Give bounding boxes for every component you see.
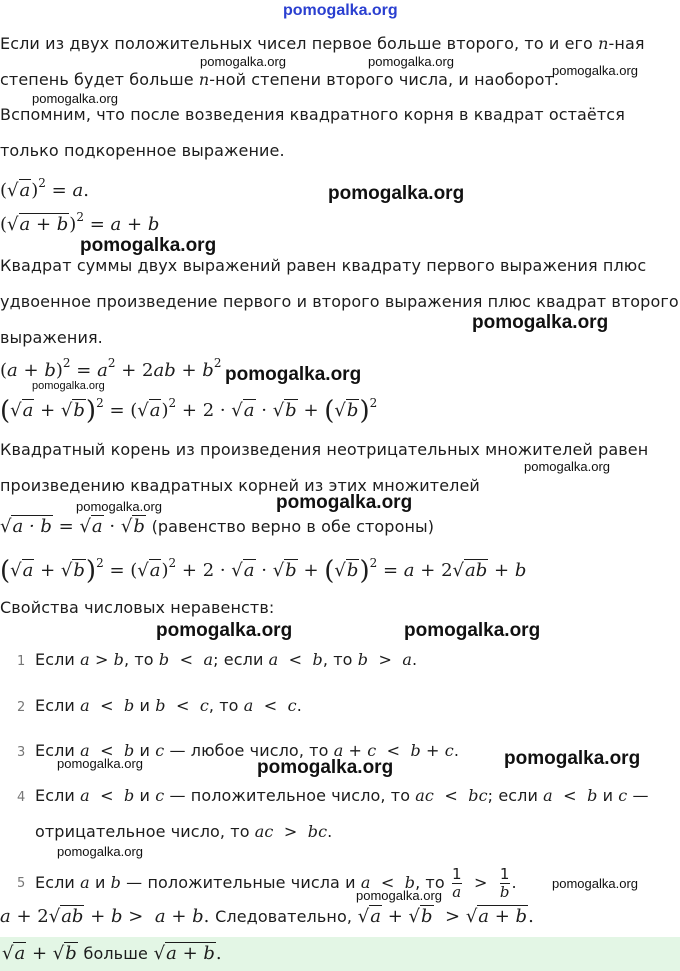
list-number: 2 — [17, 700, 26, 715]
formula-root-of-product: √a · b = √a · √b (равенство верно в обе стороны) — [0, 516, 435, 537]
list-number: 3 — [17, 745, 26, 760]
property-1: Если a > b, то b < a; если a < b, то b > a. — [35, 650, 418, 669]
watermark: pomogalka.org — [368, 54, 454, 69]
therefore-word: Следовательно, — [215, 907, 353, 926]
paragraph-1-line-2 — [0, 70, 559, 89]
formula-square-of-sum: $(a + b)^2 = a^2 + 2ab + b^2$ — [0, 356, 222, 381]
property-3: Если a < b и c — любое число, то a + c < b + c. — [35, 741, 460, 760]
equality-note: (равенство верно в обе стороны) — [151, 517, 435, 536]
text-segment: Если из двух положительных чисел первое больше второго, то и его — [0, 34, 599, 53]
watermark: pomogalka.org — [328, 183, 465, 204]
paragraph-2-line-2: только подкоренное выражение. — [0, 141, 285, 160]
property-4-line-1: Если a < b и c — положительное число, то ac < bc; если a < b и c — — [35, 786, 649, 805]
watermark: pomogalka.org — [32, 91, 118, 106]
watermark: pomogalka.org — [156, 620, 293, 641]
formula-sqrt-a-plus-b-squared: $(√a + b)^2 = a + b$ — [0, 210, 160, 235]
paragraph-3-line-3: выражения. — [0, 328, 103, 347]
paragraph-4-line-1: Квадратный корень из произведения неотрицательных множителей равен — [0, 440, 649, 459]
watermark: pomogalka.org — [57, 844, 143, 859]
property-5: Если a и b — положительные числа и a < b, то $\frac{1}{a}$ > $\frac{1}{b}$ . — [35, 865, 517, 901]
answer-word: больше — [83, 944, 148, 963]
watermark: pomogalka.org — [524, 459, 610, 474]
paragraph-5: Свойства числовых неравенств: — [0, 598, 275, 617]
conclusion-line: a + 2√ab + b > a + b. Следовательно, √a + √b > √a + b. — [0, 906, 534, 927]
math-n: n — [598, 34, 609, 53]
text-segment: степень будет больше — [0, 70, 199, 89]
watermark: pomogalka.org — [552, 876, 638, 891]
watermark: pomogalka.org — [200, 54, 286, 69]
list-number: 5 — [17, 876, 26, 891]
watermark: pomogalka.org — [472, 312, 609, 333]
watermark: pomogalka.org — [32, 380, 105, 392]
paragraph-3-line-1: Квадрат суммы двух выражений равен квадрату первого выражения плюс — [0, 256, 647, 275]
watermark: pomogalka.org — [356, 888, 442, 903]
watermark: pomogalka.org — [404, 620, 541, 641]
watermark: pomogalka.org — [257, 757, 394, 778]
formula-sum-of-roots-squared: $(√a + √b)^2 = (√a)^2 + 2 \cdot √a \cdot √b + (√b)^2$ — [0, 396, 378, 426]
formula-sqrt-a-squared: $(√a)^2 = a$. — [0, 176, 89, 201]
watermark: pomogalka.org — [57, 756, 143, 771]
watermark: pomogalka.org — [552, 63, 638, 78]
watermark-top[interactable]: pomogalka.org — [283, 2, 398, 19]
list-number: 4 — [17, 790, 26, 805]
watermark: pomogalka.org — [276, 492, 413, 513]
math-n: n — [198, 70, 210, 89]
text-segment: -ной степени второго числа, и наоборот. — [209, 70, 560, 89]
paragraph-1-line-1 — [0, 34, 645, 53]
property-2: Если a < b и b < c, то a < c. — [35, 696, 302, 715]
watermark: pomogalka.org — [80, 235, 217, 256]
list-number: 1 — [17, 654, 26, 669]
paragraph-3-line-2: удвоенное произведение первого и второго выражения плюс квадрат второго — [0, 292, 679, 311]
watermark: pomogalka.org — [76, 499, 162, 514]
watermark: pomogalka.org — [225, 364, 362, 385]
property-4-line-2: отрицательное число, то ac > bc. — [35, 822, 333, 841]
paragraph-2-line-1: Вспомним, что после возведения квадратного корня в квадрат остаётся — [0, 105, 625, 124]
paragraph-4-line-2: произведению квадратных корней из этих множителей — [0, 476, 480, 495]
formula-expanded-sum: $(√a + √b)^2 = (√a)^2 + 2 \cdot √a \cdot √b + (√b)^2 = a + 2√ab + b$ — [0, 556, 527, 586]
answer-line: √a + √b больше √a + b. — [2, 943, 222, 964]
watermark: pomogalka.org — [504, 748, 641, 769]
text-segment: -ная — [608, 34, 645, 53]
